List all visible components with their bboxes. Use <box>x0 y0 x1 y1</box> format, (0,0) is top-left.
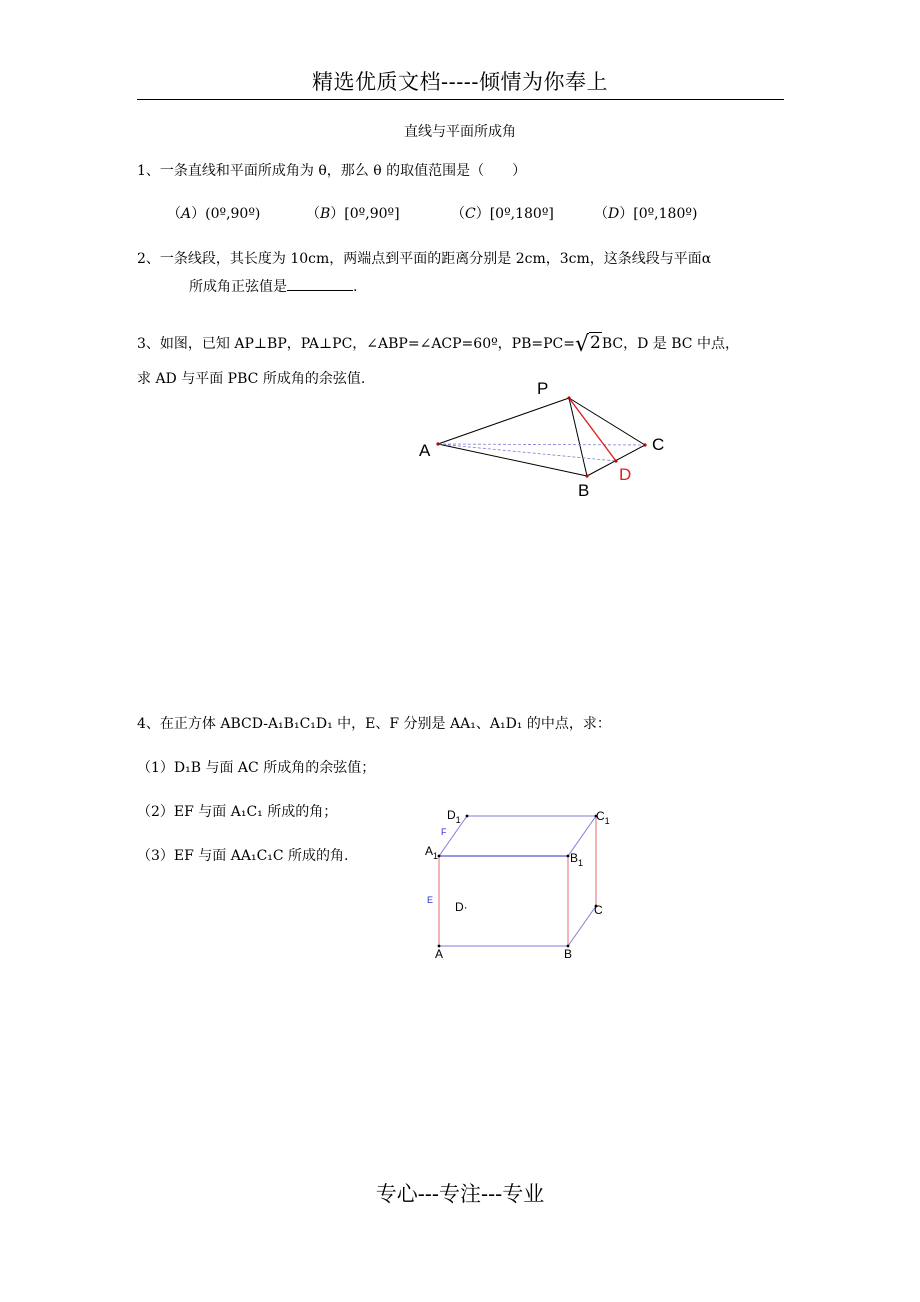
q3-tetrahedron-figure <box>400 370 700 505</box>
q4-sub3: （3）EF 与面 AA₁C₁C 所成的角. <box>137 848 349 864</box>
label-d: D· <box>455 900 468 914</box>
label-c1-sub: 1 <box>604 816 610 826</box>
q1-option-d: （D）[0º,180º) <box>594 206 698 222</box>
q3-line1-after: BC，D 是 BC 中点， <box>601 336 739 352</box>
label-a: A <box>419 441 431 460</box>
edge-c1b1 <box>568 816 596 856</box>
q2-line2 <box>189 276 357 297</box>
q1-option-c-letter: C <box>465 206 476 222</box>
page-footer: 专心---专注---专业 <box>375 1182 545 1206</box>
q1-option-a-range: (0º,90º) <box>205 206 261 222</box>
document-title: 直线与平面所成角 <box>404 124 516 140</box>
q1-option-b-range: [0º,90º] <box>344 206 400 222</box>
q1-option-c-range: [0º,180º] <box>489 206 554 222</box>
label-d1-sub: 1 <box>455 815 461 825</box>
edge-pc <box>569 398 645 445</box>
label-c: C <box>652 435 665 454</box>
q2-line2-text: 所成角正弦值是 <box>189 279 287 295</box>
label-a1-main: A <box>425 844 434 858</box>
label-c1-main: C <box>596 809 605 823</box>
label-b1-main: B <box>570 851 579 865</box>
point-c <box>643 443 646 446</box>
point-a <box>436 442 439 445</box>
q1-option-a-letter: A <box>181 206 192 222</box>
label-d: D <box>619 465 632 484</box>
header-rule <box>137 99 784 100</box>
label-e: E <box>427 895 434 905</box>
q2-line2-end: . <box>353 279 358 295</box>
q4-sub1: （1）D₁B 与面 AC 所成角的余弦值； <box>137 760 376 776</box>
q2-answer-blank <box>287 276 353 291</box>
label-a: A <box>435 947 444 961</box>
q1-option-b-letter: B <box>320 206 331 222</box>
page-header: 精选优质文档-----倾情为你奉上 <box>312 70 608 94</box>
edge-ab <box>438 444 587 476</box>
label-c1 <box>596 809 610 826</box>
label-p: P <box>537 379 549 398</box>
q4-stem: 4、在正方体 ABCD-A₁B₁C₁D₁ 中，E、F 分别是 AA₁、A₁D₁ 的中点，求： <box>137 716 611 732</box>
q4-sub2: （2）EF 与面 A₁C₁ 所成的角； <box>137 804 338 820</box>
q1-option-d-range: [0º,180º) <box>633 206 698 222</box>
label-d1 <box>447 808 461 825</box>
q3-line2: 求 AD 与平面 PBC 所成角的余弦值. <box>137 371 366 387</box>
edge-bc <box>568 906 596 946</box>
edge-ac-hidden <box>438 444 645 445</box>
q1-option-a: （A）(0º,90º) <box>167 206 261 222</box>
q4-cube-figure <box>418 800 618 965</box>
q1-option-b: （B）[0º,90º] <box>306 206 400 222</box>
q1-option-d-letter: D <box>608 206 620 222</box>
label-a1-sub: 1 <box>433 851 439 861</box>
q3-line1 <box>137 333 739 355</box>
label-b: B <box>578 481 590 500</box>
label-a1 <box>425 844 438 861</box>
point-b1 <box>567 855 570 858</box>
label-c: C <box>594 903 603 917</box>
q3-line1-text: 3、如图，已知 AP⊥BP，PA⊥PC，∠ABP=∠ACP=60º，PB=PC= <box>137 336 575 352</box>
label-b: B <box>564 947 573 961</box>
q1-stem: 1、一条直线和平面所成角为 θ，那么 θ 的取值范围是（ ） <box>137 163 527 179</box>
point-d1 <box>466 815 469 818</box>
point-d <box>614 459 617 462</box>
point-p <box>567 396 570 399</box>
q1-option-c: （C）[0º,180º] <box>451 206 554 222</box>
label-b1 <box>570 851 583 868</box>
point-b <box>585 474 588 477</box>
edge-ap <box>438 398 569 444</box>
sqrt-symbol: √ <box>575 332 590 357</box>
label-d1-main: D <box>447 808 456 822</box>
label-f: F <box>441 827 447 837</box>
q2-line1: 2、一条线段，其长度为 10cm，两端点到平面的距离分别是 2cm，3cm，这条线段与平面α <box>137 251 712 267</box>
sqrt-radicand: 2 <box>590 333 601 353</box>
segment-ad-hidden <box>438 444 616 461</box>
label-b1-sub: 1 <box>578 858 584 868</box>
